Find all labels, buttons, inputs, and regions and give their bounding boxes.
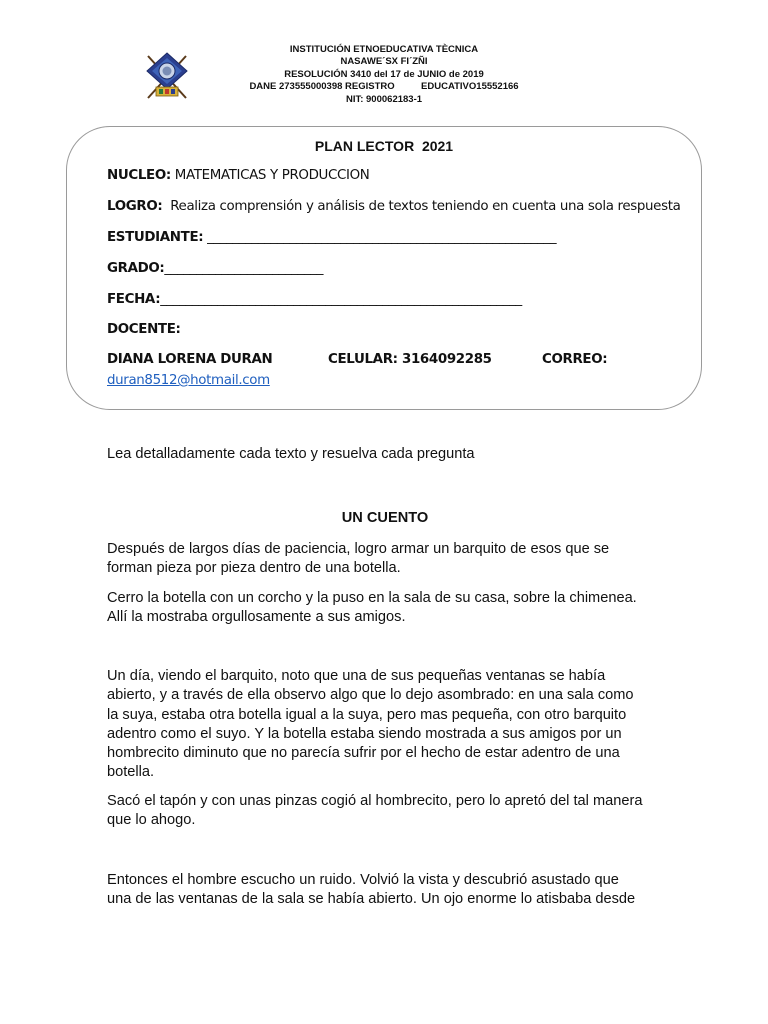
logro-field <box>107 199 680 214</box>
institution-name: INSTITUCIÓN ETNOEDUCATIVA TÈCNICA <box>289 44 479 55</box>
paragraph-line: hombrecito diminuto que no parecía sufrir por el hecho de estar adentro de una <box>107 745 620 762</box>
paragraph-line: Allí la mostraba orgullosamente a sus amigos. <box>107 609 406 626</box>
paragraph-line: Sacó el tapón y con unas pinzas cogió al hombrecito, pero lo apretó del tal manera <box>107 793 643 809</box>
dane-registry-line: DANE 273555000398 REGISTRO EDUCATIVO15552166 <box>249 81 519 93</box>
fecha-label: FECHA: <box>107 292 161 307</box>
nit-line: NIT: 900062183-1 <box>345 93 423 105</box>
paragraph-line: que lo ahogo. <box>107 812 196 829</box>
logro-label: LOGRO: <box>107 199 163 214</box>
correo-label: CORREO: <box>542 352 608 367</box>
institution-subname: NASAWE´SX FI´ZÑI <box>340 56 428 68</box>
teacher-email-link[interactable]: duran8512@hotmail.com <box>107 373 270 388</box>
paragraph-line: Un día, viendo el barquito, noto que una de sus pequeñas ventanas se había <box>107 668 606 684</box>
grado-blank-line[interactable]: _________________________ <box>164 261 324 276</box>
plan-lector-title: PLAN LECTOR 2021 <box>314 138 454 154</box>
logro-value: Realiza comprensión y análisis de textos teniendo en cuenta una sola respuesta <box>162 199 681 214</box>
paragraph-line: Cerro la botella con un corcho y la puso en la sala de su casa, sobre la chimenea. <box>107 590 637 606</box>
story-paragraph <box>107 667 667 783</box>
email-row <box>107 373 270 388</box>
story-paragraph <box>107 871 667 910</box>
story-paragraph <box>107 540 667 579</box>
docente-field <box>107 322 181 337</box>
fecha-blank-line[interactable]: _________________________________________________________ <box>160 292 522 307</box>
grado-field <box>107 261 323 276</box>
estudiante-field <box>107 230 556 245</box>
paragraph-line: Entonces el hombre escucho un ruido. Volvió la vista y descubrió asustado que <box>107 872 619 888</box>
paragraph-line: la suya, estaba otra botella igual a la suya, pero mas pequeña, con otro barquito <box>107 706 627 723</box>
fecha-field <box>107 292 522 307</box>
story-title: UN CUENTO <box>341 510 429 526</box>
paragraph-line: una de las ventanas de la sala se había abierto. Un ojo enorme lo atisbaba desde <box>107 891 636 908</box>
paragraph-line: adentro como el suyo. Y la botella estaba siendo mostrada a sus amigos por un <box>107 725 622 742</box>
story-paragraph <box>107 792 667 831</box>
grado-label: GRADO: <box>107 261 165 276</box>
nucleo-value: MATEMATICAS Y PRODUCCION <box>170 168 370 183</box>
reading-instructions: Lea detalladamente cada texto y resuelva cada pregunta <box>107 446 475 462</box>
paragraph-line: forman pieza por pieza dentro de una botella. <box>107 560 401 577</box>
institution-shield-logo-icon <box>142 50 192 102</box>
paragraph-line: abierto, y a través de ella observo algo que lo dejo asombrado: en una sala como <box>107 687 634 704</box>
teacher-phone: CELULAR: 3164092285 <box>328 352 492 367</box>
resolution-line: RESOLUCIÓN 3410 del 17 de JUNIO de 2019 <box>284 68 484 80</box>
estudiante-blank-line[interactable]: _______________________________________________________ <box>203 230 557 245</box>
nucleo-label: NUCLEO: <box>107 168 171 183</box>
institution-header <box>200 44 568 106</box>
paragraph-line: Después de largos días de paciencia, logro armar un barquito de esos que se <box>107 541 610 557</box>
teacher-name: DIANA LORENA DURAN <box>107 352 273 367</box>
story-paragraph <box>107 589 667 628</box>
docente-label: DOCENTE: <box>107 322 181 337</box>
paragraph-line: botella. <box>107 764 155 781</box>
estudiante-label: ESTUDIANTE: <box>107 230 204 245</box>
nucleo-field <box>107 168 369 183</box>
